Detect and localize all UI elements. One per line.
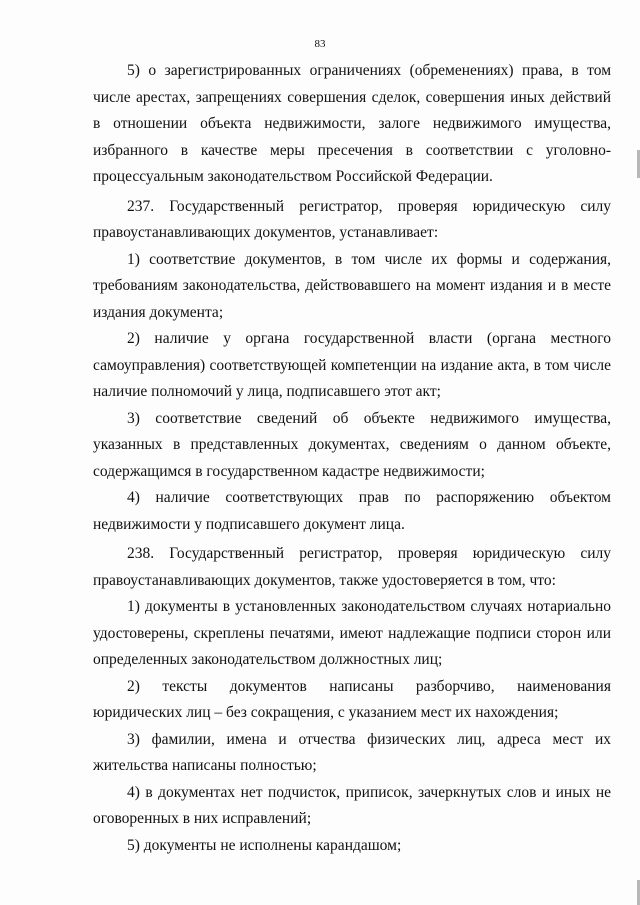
paragraph-237-intro: 237. Государственный регистратор, проверяя юридическую силу правоустанавливающих документов, устанавливает:	[93, 197, 611, 241]
paragraph-237-item-1: 1) соответствие документов, в том числе их формы и содержания, требованиям законодательства, действовавшего на момент издания и в месте издания документа;	[93, 250, 611, 321]
paragraph-238-item-3: 3) фамилии, имена и отчества физических лиц, адреса мест их жительства написаны полностью;	[93, 730, 611, 774]
paragraph-237-item-2: 2) наличие у органа государственной власти (органа местного самоуправления) соответствующей компетенции на издание акта, в том числе наличие полномочий у лица, подписавшего этот акт;	[93, 330, 611, 400]
paragraph-238-item-1: 1) документы в установленных законодательством случаях нотариально удостоверены, скреплены печатями, имеют надлежащие подписи сторон или определенных законодательством должностных лиц;	[93, 598, 611, 668]
paragraph-237-item-4: 4) наличие соответствующих прав по распоряжению объектом недвижимости у подписавшего документ лица.	[93, 489, 611, 533]
document-body	[93, 58, 611, 859]
paragraph-237-item-3: 3) соответствие сведений об объекте недвижимого имущества, указанных в представленных документах, сведениям о данном объекте, содержащимся в государственном кадастре недвижимости;	[93, 409, 611, 480]
paragraph-238-item-2: 2) тексты документов написаны разборчиво, наименования юридических лиц – без сокращения, с указанием мест их нахождения;	[93, 677, 611, 721]
paragraph-5-encumbrances: 5) о зарегистрированных ограничениях (обременениях) права, в том числе арестах, запрещениях совершения сделок, совершения иных действий в отношении объекта недвижимости, залоге недвижимого имущества, избранного в качестве меры пресечения в соответствии с уголовно-процессуальным законодательством Российской Федерации.	[93, 62, 611, 185]
page-number: 83	[314, 38, 326, 50]
paragraph-238-intro: 238. Государственный регистратор, проверяя юридическую силу правоустанавливающих документов, также удостоверяется в том, что:	[93, 545, 611, 589]
paragraph-238-item-5: 5) документы не исполнены карандашом;	[127, 836, 402, 854]
paragraph-238-item-4: 4) в документах нет подчисток, приписок, зачеркнутых слов и иных не оговоренных в них исправлений;	[93, 783, 611, 827]
